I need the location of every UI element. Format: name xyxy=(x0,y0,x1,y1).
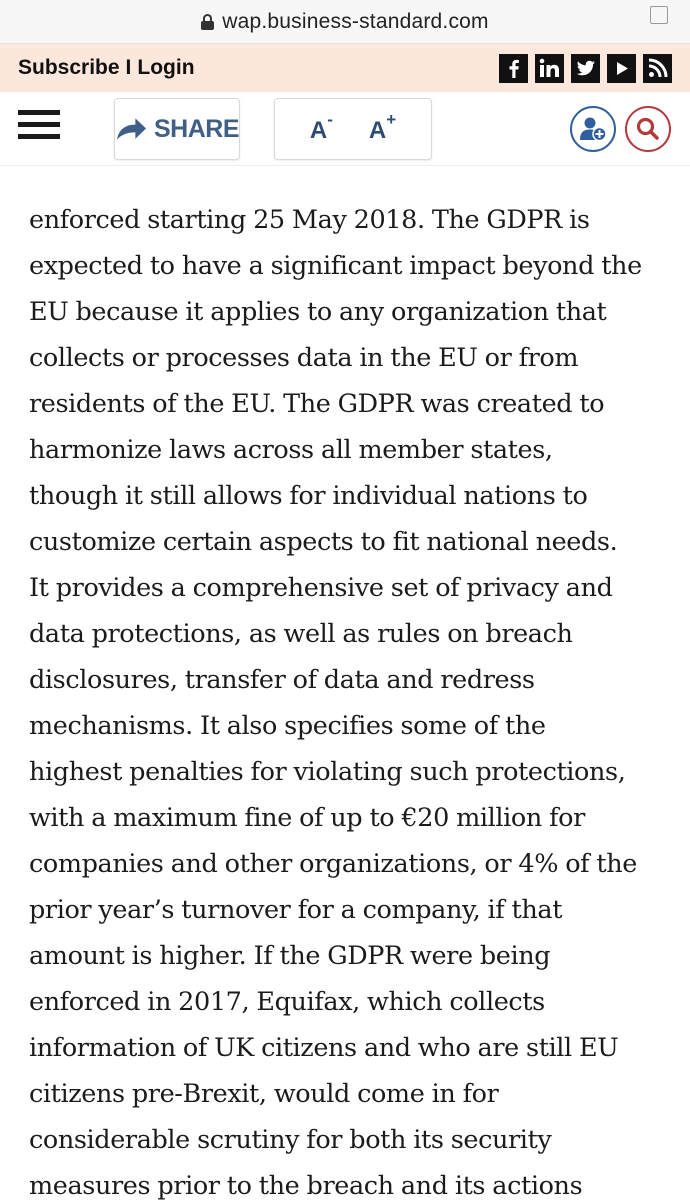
article-line: enforced in 2017, Equifax, which collects xyxy=(29,987,545,1017)
share-button[interactable] xyxy=(114,98,240,160)
search-icon xyxy=(634,115,662,143)
menu-icon[interactable] xyxy=(18,110,60,144)
article-line: mechanisms. It also specifies some of the xyxy=(29,711,546,741)
linkedin-icon[interactable] xyxy=(535,54,564,83)
article-line: companies and other organizations, or 4% of the xyxy=(29,849,637,879)
article-line: with a maximum fine of up to €20 million for xyxy=(29,803,585,833)
article-body xyxy=(29,197,669,1200)
add-user-button[interactable] xyxy=(570,106,616,152)
article-line: disclosures, transfer of data and redress xyxy=(29,665,535,695)
article-line: measures prior to the breach and its actions xyxy=(29,1171,583,1200)
subscribe-link[interactable]: Subscribe xyxy=(18,56,120,79)
font-increase-button[interactable]: A+ xyxy=(368,109,397,144)
tabs-icon[interactable] xyxy=(650,6,668,24)
login-link[interactable]: Login xyxy=(137,56,195,79)
top-strip xyxy=(0,44,690,92)
article-line: EU because it applies to any organization that xyxy=(29,297,607,327)
account-links xyxy=(18,56,195,80)
browser-url-bar[interactable] xyxy=(0,0,690,44)
separator: I xyxy=(125,56,132,79)
article-line: data protections, as well as rules on breach xyxy=(29,619,573,649)
add-user-icon xyxy=(578,114,608,144)
article-line: considerable scrutiny for both its security xyxy=(29,1125,552,1155)
font-size-controls xyxy=(274,98,432,160)
article-line: harmonize laws across all member states, xyxy=(29,435,553,465)
article-line: expected to have a significant impact beyond the xyxy=(29,251,642,281)
article-line: residents of the EU. The GDPR was created to xyxy=(29,389,605,419)
article-toolbar xyxy=(0,92,690,166)
font-decrease-button[interactable]: A- xyxy=(309,109,333,144)
share-label: SHARE xyxy=(153,114,239,143)
article-line: customize certain aspects to fit national needs. xyxy=(29,527,618,557)
article-line: collects or processes data in the EU or from xyxy=(29,343,579,373)
article-line: amount is higher. If the GDPR were being xyxy=(29,941,551,971)
social-links xyxy=(499,54,672,83)
youtube-icon[interactable] xyxy=(607,54,636,83)
search-button[interactable] xyxy=(625,106,671,152)
share-arrow-icon xyxy=(115,116,148,142)
article-line: It provides a comprehensive set of privacy and xyxy=(29,573,613,603)
article-line: prior year’s turnover for a company, if that xyxy=(29,895,563,925)
url-text[interactable]: wap.business-standard.com xyxy=(222,9,489,33)
article-line: though it still allows for individual nations to xyxy=(29,481,588,511)
lock-icon xyxy=(201,14,214,30)
facebook-icon[interactable] xyxy=(499,54,528,83)
article-line: highest penalties for violating such protections, xyxy=(29,757,626,787)
twitter-icon[interactable] xyxy=(571,54,600,83)
article-line: enforced starting 25 May 2018. The GDPR is xyxy=(29,205,590,235)
rss-icon[interactable] xyxy=(643,54,672,83)
article-line: information of UK citizens and who are still EU xyxy=(29,1033,619,1063)
article-line: citizens pre-Brexit, would come in for xyxy=(29,1079,499,1109)
